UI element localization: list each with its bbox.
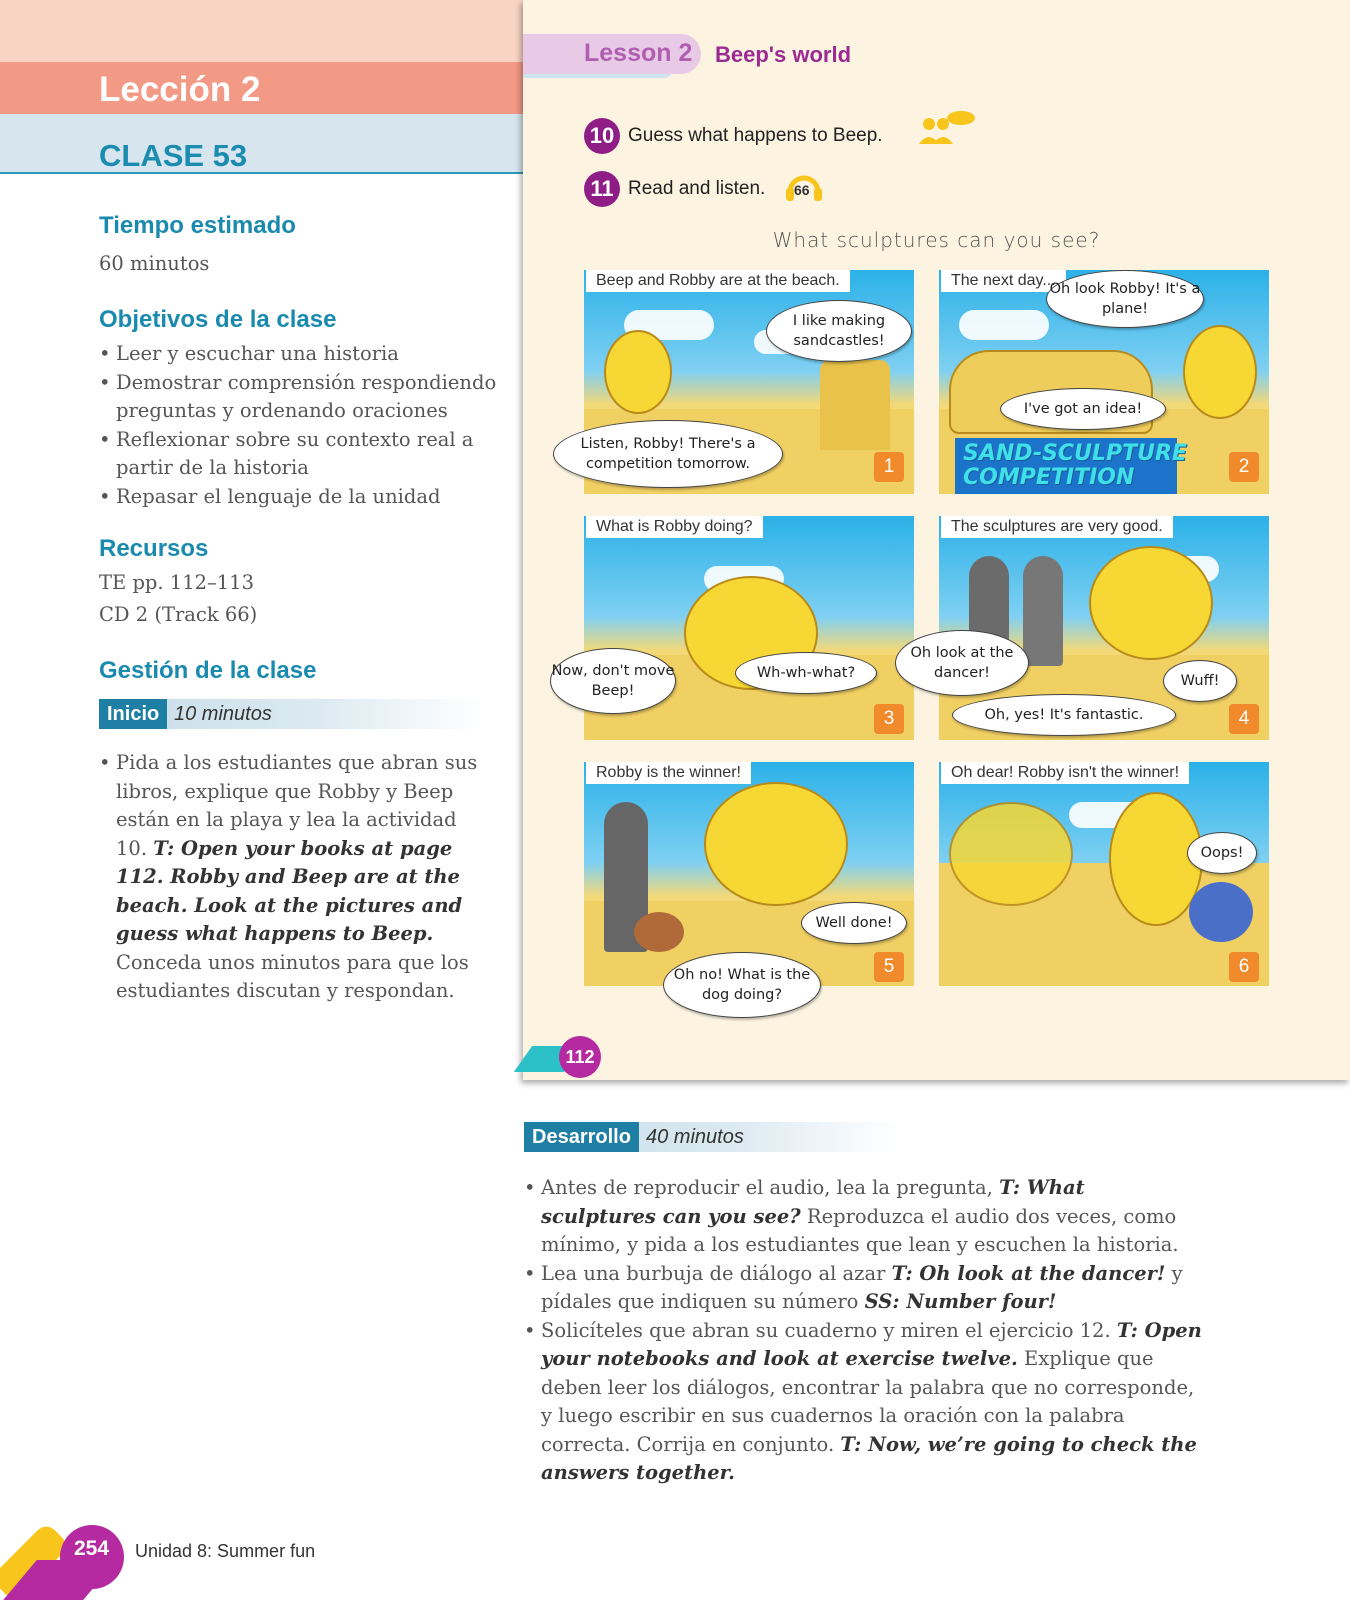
speech-bubble: Oh look at the dancer!	[895, 630, 1029, 696]
desarrollo-label: Desarrollo	[524, 1122, 639, 1152]
objetivos-list	[99, 340, 499, 511]
desarrollo-text: Lea una burbuja de diálogo al azar	[541, 1261, 892, 1285]
gestion-heading: Gestión de la clase	[99, 657, 317, 684]
header-band-clase	[0, 114, 523, 174]
pair-work-icon	[915, 108, 979, 148]
collapsing-sculpture	[949, 802, 1073, 906]
panel-number: 4	[1229, 704, 1259, 734]
teacher-notes	[99, 212, 499, 1006]
students-line: SS: Number four!	[864, 1290, 1057, 1313]
clase-title: CLASE 53	[99, 138, 248, 173]
activity-11-text: Read and listen.	[628, 178, 766, 199]
mouse-figure	[1189, 882, 1253, 942]
teacher-line: T: What sculptures can you see?	[541, 1176, 1085, 1228]
panel-number: 2	[1229, 452, 1259, 482]
header-band-top	[0, 0, 523, 62]
inicio-text: Pida a los estudiantes que abran sus libros, explique que Robby y Beep están en la playa y lea la actividad 10.	[116, 751, 478, 860]
tiempo-value: 60 minutos	[99, 252, 210, 275]
activity-10-number: 10	[584, 118, 620, 154]
competition-sign-text: SAND-SCULPTURE COMPETITION	[963, 441, 1187, 490]
story-question: What sculptures can you see?	[772, 228, 1101, 252]
speech-bubble: I've got an idea!	[1000, 388, 1166, 430]
list-item	[524, 1317, 1204, 1488]
desarrollo-section	[524, 1122, 1224, 1488]
desarrollo-text: y pídales que indiquen su número	[541, 1261, 1183, 1313]
cloud	[959, 310, 1049, 340]
desarrollo-text: Solicíteles que abran su cuaderno y miren el ejercicio 12.	[541, 1318, 1117, 1342]
desarrollo-text: Explique que deben leer los diálogos, encontrar la palabra que no corresponde, y luego escribir en sus cuadernos la oración con la palabra correcta. Corrija en conjunto.	[541, 1347, 1195, 1456]
track-number: 66	[794, 182, 810, 198]
beep-figure	[604, 330, 672, 414]
sandcastle	[820, 360, 890, 450]
comic-panel-6	[939, 762, 1269, 986]
list-item	[524, 1260, 1204, 1317]
desarrollo-bar	[524, 1122, 899, 1152]
panel-caption: The next day...	[941, 270, 1066, 292]
recursos-heading: Recursos	[99, 535, 209, 562]
list-item: • Demostrar comprensión respondiendo preguntas y ordenando oraciones	[99, 369, 499, 426]
list-item	[524, 1174, 1204, 1260]
tiempo-heading: Tiempo estimado	[99, 212, 296, 239]
teacher-line: T: Open your notebooks and look at exercise twelve.	[541, 1318, 1202, 1370]
panel-caption: The sculptures are very good.	[941, 516, 1173, 538]
objetivos-heading: Objetivos de la clase	[99, 306, 337, 333]
page-number: 254	[74, 1537, 110, 1560]
recursos-item: TE pp. 112–113	[99, 571, 254, 594]
audio-track-icon	[785, 170, 823, 204]
speech-bubble: Oh, yes! It's fantastic.	[952, 694, 1176, 736]
leccion-title: Lección 2	[99, 70, 261, 109]
activity-11-number: 11	[584, 171, 620, 207]
dancer-sculpture	[704, 782, 848, 906]
desarrollo-text: Reproduzca el audio dos veces, como mínimo, y pida a los estudiantes que lean y escuchen la historia.	[541, 1204, 1179, 1256]
speech-bubble: Wh-wh-what?	[735, 652, 877, 694]
panel-number: 5	[874, 952, 904, 982]
teacher-line: T: Now, we’re going to check the answers together.	[541, 1432, 1197, 1484]
inicio-text: Conceda unos minutos para que los estudiantes discutan y respondan.	[116, 950, 469, 1002]
inicio-label: Inicio	[99, 699, 167, 729]
desarrollo-text: Antes de reproducir el audio, lea la pregunta,	[541, 1176, 1000, 1199]
speech-bubble: I like making sandcastles!	[766, 300, 912, 362]
desarrollo-duration: 40 minutos	[646, 1126, 744, 1148]
inicio-list	[99, 749, 489, 1006]
list-item: • Leer y escuchar una historia	[99, 340, 499, 369]
inicio-bar	[99, 699, 484, 729]
speech-bubble: Oh no! What is the dog doing?	[663, 952, 821, 1018]
list-item	[99, 749, 489, 1006]
dancer-sculpture	[1089, 546, 1213, 660]
activity-10-text: Guess what happens to Beep.	[628, 125, 883, 146]
panel-caption: What is Robby doing?	[586, 516, 763, 538]
speech-bubble: Now, don't move Beep!	[550, 648, 676, 714]
panel-caption: Beep and Robby are at the beach.	[586, 270, 850, 292]
header-band-leccion	[0, 62, 523, 114]
panel-number: 3	[874, 704, 904, 734]
speech-bubble: Oh look Robby! It's a plane!	[1046, 270, 1204, 328]
judge-figure	[1023, 556, 1063, 666]
unit-title: Unidad 8: Summer fun	[135, 1541, 316, 1561]
list-item: • Reflexionar sobre su contexto real a partir de la historia	[99, 426, 499, 483]
speech-bubble: Oops!	[1187, 832, 1257, 874]
beep-figure	[1183, 325, 1257, 419]
lesson-title: Beep's world	[715, 42, 852, 67]
desarrollo-list	[524, 1174, 1204, 1488]
dog-figure	[634, 912, 684, 952]
inicio-duration: 10 minutos	[174, 703, 272, 725]
book-page-number: 112	[559, 1036, 601, 1078]
panel-caption: Oh dear! Robby isn't the winner!	[941, 762, 1189, 784]
student-book-page	[523, 0, 1350, 1080]
list-item: • Repasar el lenguaje de la unidad	[99, 483, 499, 512]
recursos-item: CD 2 (Track 66)	[99, 603, 258, 626]
panel-number: 6	[1229, 952, 1259, 982]
panel-caption: Robby is the winner!	[586, 762, 751, 784]
teacher-line: T: Oh look at the dancer!	[891, 1261, 1166, 1285]
speech-bubble: Well done!	[801, 902, 907, 944]
speech-bubble: Listen, Robby! There's a competition tomorrow.	[553, 420, 783, 488]
inicio-teacher-line: T: Open your books at page 112. Robby and Beep are at the beach. Look at the pictures and guess what happens to Beep.	[116, 836, 463, 945]
panel-number: 1	[874, 452, 904, 482]
speech-bubble: Wuff!	[1163, 660, 1237, 702]
lesson-label: Lesson 2	[584, 39, 693, 67]
